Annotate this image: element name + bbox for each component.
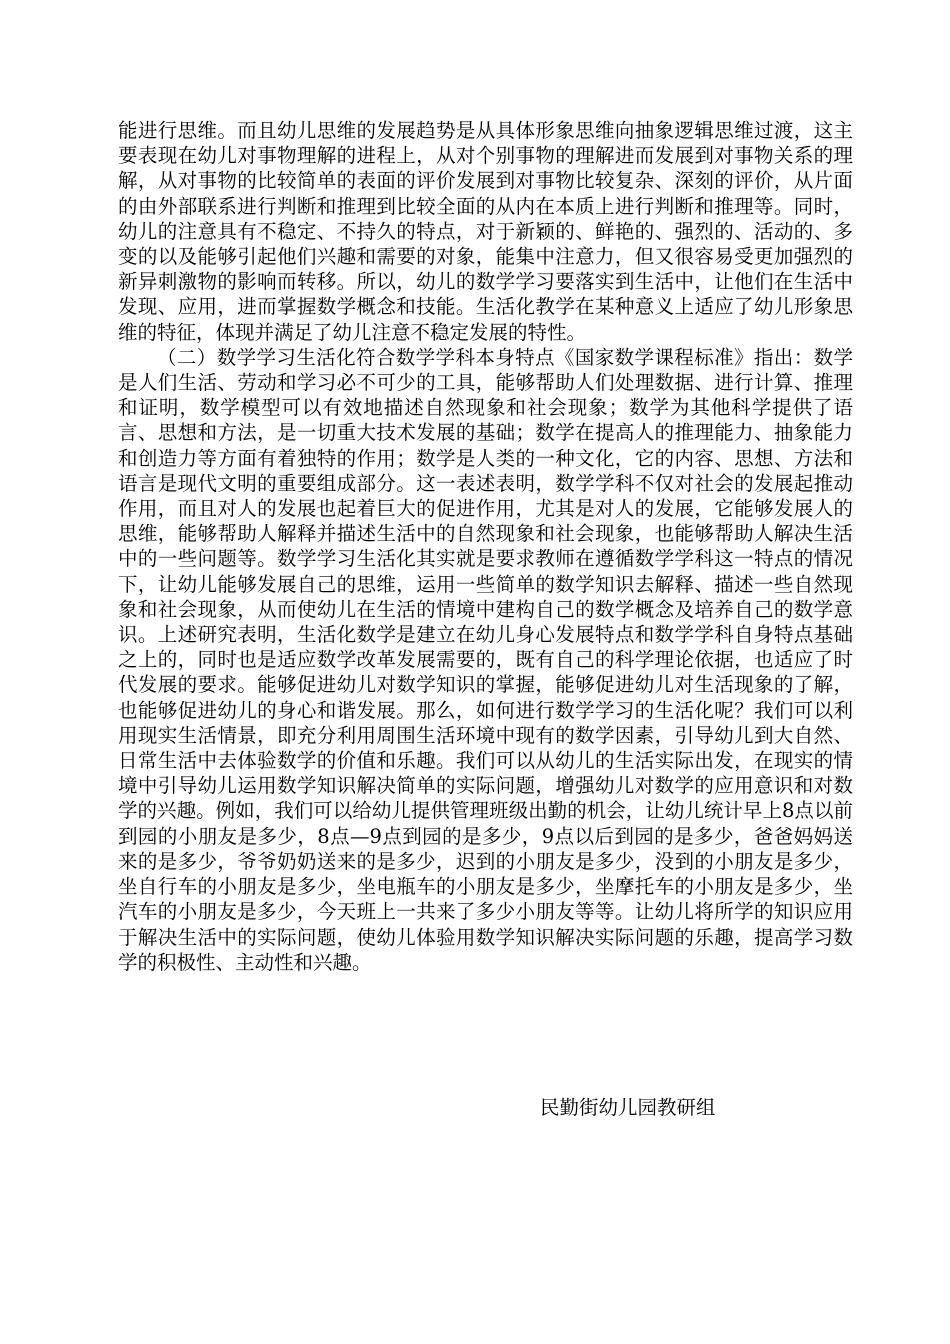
document-body xyxy=(118,118,853,975)
paragraph-2: （二）数学学习生活化符合数学学科本身特点《国家数学课程标准》指出：数学是人们生活、劳动和学习必不可少的工具，能够帮助人们处理数据、进行计算、推理和证明，数学模型可以有效地描述自然现象和社会现象；数学为其他科学提供了语言、思想和方法，是一切重大技术发展的基础；数学在提高人的推理能力、抽象能力和创造力等方面有着独特的作用；数学是人类的一种文化，它的内容、思想、方法和语言是现代文明的重要组成部分。这一表述表明，数学学科不仅对社会的发展起推动作用，而且对人的发展也起着巨大的促进作用，尤其是对人的发展，它能够发展人的思维，能够帮助人解释并描述生活中的自然现象和社会现象，也能够帮助人解决生活中的一些问题等。数学学习生活化其实就是要求教师在遵循数学学科这一特点的情况下，让幼儿能够发展自己的思维，运用一些简单的数学知识去解释、描述一些自然现象和社会现象，从而使幼儿在生活的情境中建构自己的数学概念及培养自己的数学意识。上述研究表明，生活化数学是建立在幼儿身心发展特点和数学学科自身特点基础之上的，同时也是适应数学改革发展需要的，既有自己的科学理论依据，也适应了时代发展的要求。能够促进幼儿对数学知识的掌握，能够促进幼儿对生活现象的了解，也能够促进幼儿的身心和谐发展。那么，如何进行数学学习的生活化呢？我们可以利用现实生活情景，即充分利用周围生活环境中现有的数学因素，引导幼儿到大自然、日常生活中去体验数学的价值和乐趣。我们可以从幼儿的生活实际出发，在现实的情境中引导幼儿运用数学知识解决简单的实际问题，增强幼儿对数学的应用意识和对数学的兴趣。例如，我们可以给幼儿提供管理班级出勤的机会，让幼儿统计早上8点以前到园的小朋友是多少，8点—9点到园的是多少，9点以后到园的是多少，爸爸妈妈送来的是多少，爷爷奶奶送来的是多少，迟到的小朋友是多少，没到的小朋友是多少，坐自行车的小朋友是多少，坐电瓶车的小朋友是多少，坐摩托车的小朋友是多少，坐汽车的小朋友是多少，今天班上一共来了多少小朋友等等。让幼儿将所学的知识应用于解决生活中的实际问题，使幼儿体验用数学知识解决实际问题的乐趣，提高学习数学的积极性、主动性和兴趣。 xyxy=(118,345,853,974)
signature: 民勤街幼儿园教研组 xyxy=(540,1096,716,1119)
paragraph-1: 能进行思维。而且幼儿思维的发展趋势是从具体形象思维向抽象逻辑思维过渡，这主要表现在幼儿对事物理解的进程上，从对个别事物的理解进而发展到对事物关系的理解，从对事物的比较简单的表面的评价发展到对事物比较复杂、深刻的评价，从片面的由外部联系进行判断和推理到比较全面的从内在本质上进行判断和推理等。同时，幼儿的注意具有不稳定、不持久的特点，对于新颖的、鲜艳的、强烈的、活动的、多变的以及能够引起他们兴趣和需要的对象，能集中注意力，但又很容易受更加强烈的新异刺激物的影响而转移。所以，幼儿的数学学习要落实到生活中，让他们在生活中发现、应用，进而掌握数学概念和技能。生活化教学在某种意义上适应了幼儿形象思维的特征，体现并满足了幼儿注意不稳定发展的特性。 xyxy=(118,119,853,344)
